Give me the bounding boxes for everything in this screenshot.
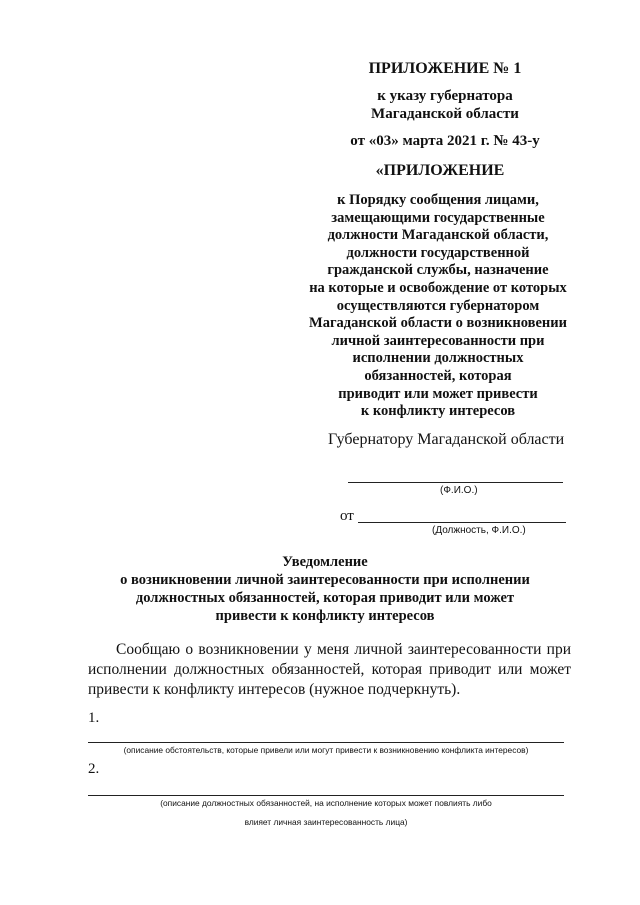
decree-reference-line-2: Магаданской области: [371, 106, 519, 122]
decree-date: от «03» марта 2021 г. № 43-у: [350, 133, 540, 149]
notice-title-line: должностных обязанностей, которая приводит или может: [135, 590, 515, 606]
appendix-number: ПРИЛОЖЕНИЕ № 1: [368, 60, 522, 77]
order-title-line: осуществляются губернатором: [336, 297, 540, 314]
order-title: [288, 192, 588, 421]
fio-caption: (Ф.И.О.): [440, 485, 478, 496]
order-title-line: на которые и освобождение от которых: [309, 279, 567, 296]
order-title-line: приводит или может привести: [338, 385, 538, 402]
body-line-3: привести к конфликту интересов (нужное подчеркнуть).: [88, 681, 461, 698]
item-number: 1.: [88, 710, 100, 726]
order-title-line: личной заинтересованности при: [331, 332, 545, 349]
notice-title-line: привести к конфликту интересов: [215, 608, 435, 624]
order-title-line: к Порядку сообщения лицами,: [337, 192, 539, 208]
addressee-governor: Губернатору Магаданской области: [328, 431, 565, 448]
notice-title-line: о возникновении личной заинтересованности при исполнении: [120, 572, 530, 588]
order-title-line: Магаданской области о возникновении: [309, 315, 567, 332]
from-label: от: [340, 508, 354, 524]
item-caption: (описание обстоятельств, которые привели или могут привести к возникновению конфликта интересов): [123, 745, 529, 755]
item-number: 2.: [88, 761, 100, 777]
order-title-line: исполнении должностных: [352, 350, 524, 367]
order-title-line: гражданской службы, назначение: [327, 262, 549, 279]
item-caption: (описание должностных обязанностей, на исполнение которых может повлиять либо: [160, 798, 492, 808]
order-title-line: к конфликту интересов: [360, 403, 516, 420]
body-line-2: исполнении должностных обязанностей, которая приводит или может: [88, 661, 571, 678]
item-caption: влияет личная заинтересованность лица): [244, 817, 408, 827]
fio-line: [348, 482, 563, 483]
decree-reference-line-1: к указу губернатора: [377, 88, 513, 104]
from-line: [358, 522, 566, 523]
item-line: [88, 795, 564, 796]
order-title-line: обязанностей, которая: [364, 367, 512, 384]
order-title-line: замещающими государственные: [331, 209, 545, 226]
from-caption: (Должность, Ф.И.О.): [432, 525, 526, 536]
notice-title: [95, 553, 555, 625]
order-title-line: должности Магаданской области,: [327, 227, 549, 244]
appendix-heading: «ПРИЛОЖЕНИЕ: [375, 162, 505, 179]
item-line: [88, 742, 564, 743]
notice-title-line: Уведомление: [282, 554, 368, 570]
body-line-1: Сообщаю о возникновении у меня личной заинтересованности при: [116, 641, 571, 658]
order-title-line: должности государственной: [346, 244, 530, 261]
